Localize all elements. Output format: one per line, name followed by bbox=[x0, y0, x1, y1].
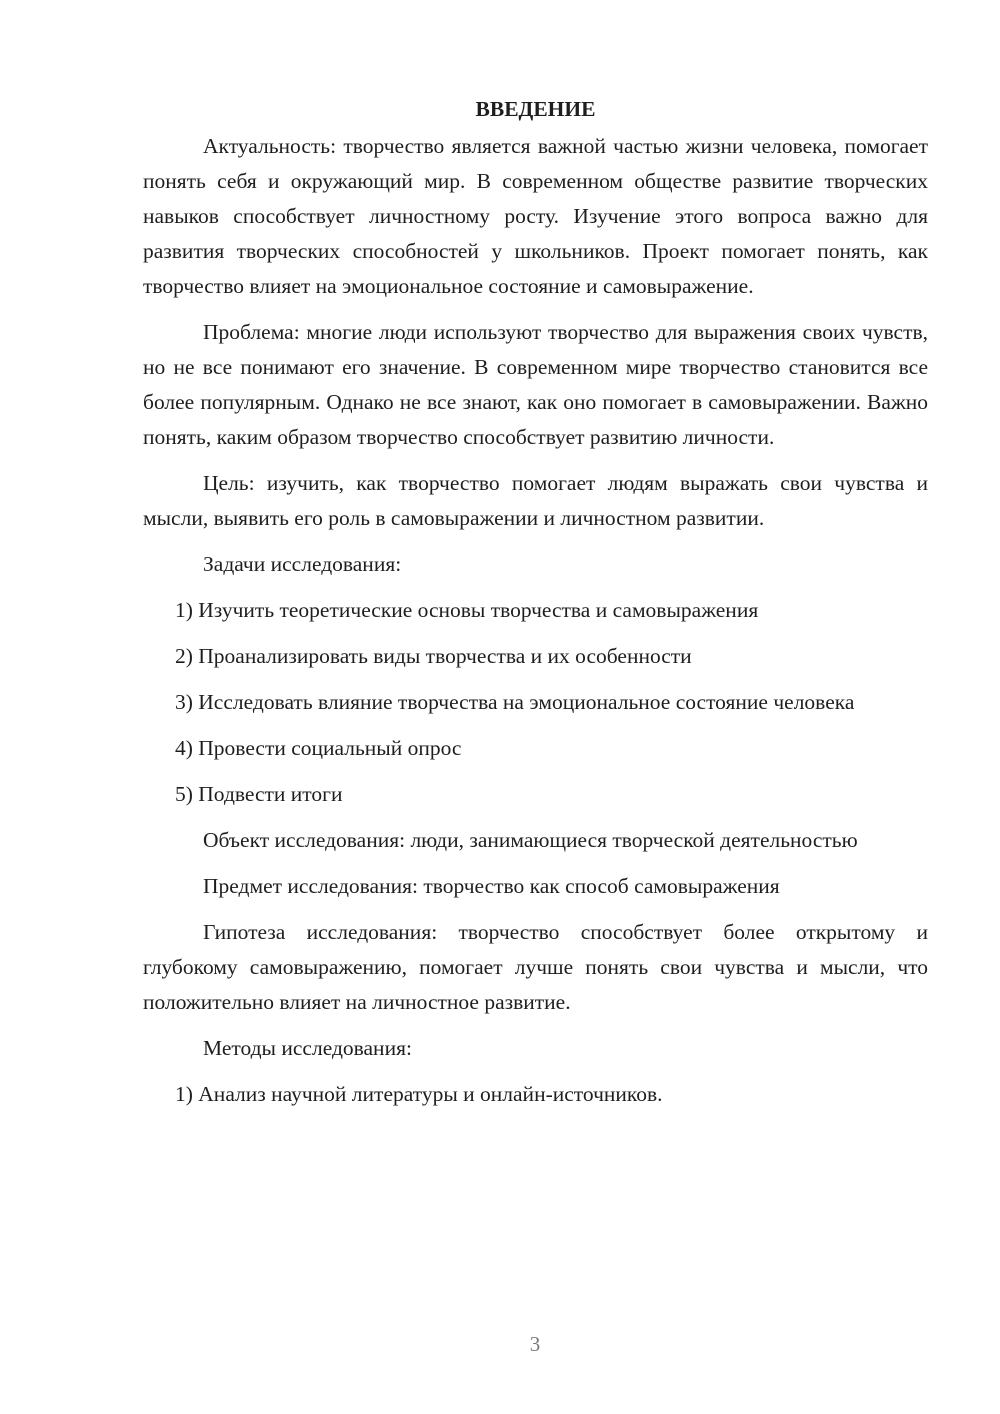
document-page bbox=[143, 92, 928, 1123]
relevance-paragraph: Актуальность: творчество является важной частью жизни человека, помогает понять себя и окружающий мир. В современном обществе развитие творческих навыков способствует личностному росту. Изучение этого вопроса важно для развития творческих способностей у школьников. Проект помогает понять, как творчество влияет на эмоциональное состояние и самовыражение. bbox=[143, 134, 928, 298]
object-paragraph: Объект исследования: люди, занимающиеся творческой деятельностью bbox=[203, 828, 858, 852]
task-item: 5) Подвести итоги bbox=[175, 782, 343, 806]
task-item: 1) Изучить теоретические основы творчества и самовыражения bbox=[175, 598, 759, 622]
methods-heading: Методы исследования: bbox=[203, 1036, 412, 1060]
task-item: 4) Провести социальный опрос bbox=[175, 736, 462, 760]
subject-paragraph: Предмет исследования: творчество как способ самовыражения bbox=[203, 874, 780, 898]
section-title: ВВЕДЕНИЕ bbox=[475, 97, 596, 121]
method-item: 1) Анализ научной литературы и онлайн-источников. bbox=[175, 1082, 663, 1106]
goal-paragraph: Цель: изучить, как творчество помогает людям выражать свои чувства и мысли, выявить его роль в самовыражении и личностном развитии. bbox=[143, 471, 928, 530]
page-number: 3 bbox=[529, 1332, 541, 1356]
tasks-heading: Задачи исследования: bbox=[203, 552, 402, 576]
hypothesis-paragraph: Гипотеза исследования: творчество способствует более открытому и глубокому самовыражению, помогает лучше понять свои чувства и мысли, что положительно влияет на личностное развитие. bbox=[143, 920, 928, 1014]
task-item: 3) Исследовать влияние творчества на эмоциональное состояние человека bbox=[175, 690, 855, 714]
task-item: 2) Проанализировать виды творчества и их особенности bbox=[175, 644, 692, 668]
problem-paragraph: Проблема: многие люди используют творчество для выражения своих чувств, но не все понимают его значение. В современном мире творчество становится все более популярным. Однако не все знают, как оно помогает в самовыражении. Важно понять, каким образом творчество способствует развитию личности. bbox=[143, 320, 928, 449]
